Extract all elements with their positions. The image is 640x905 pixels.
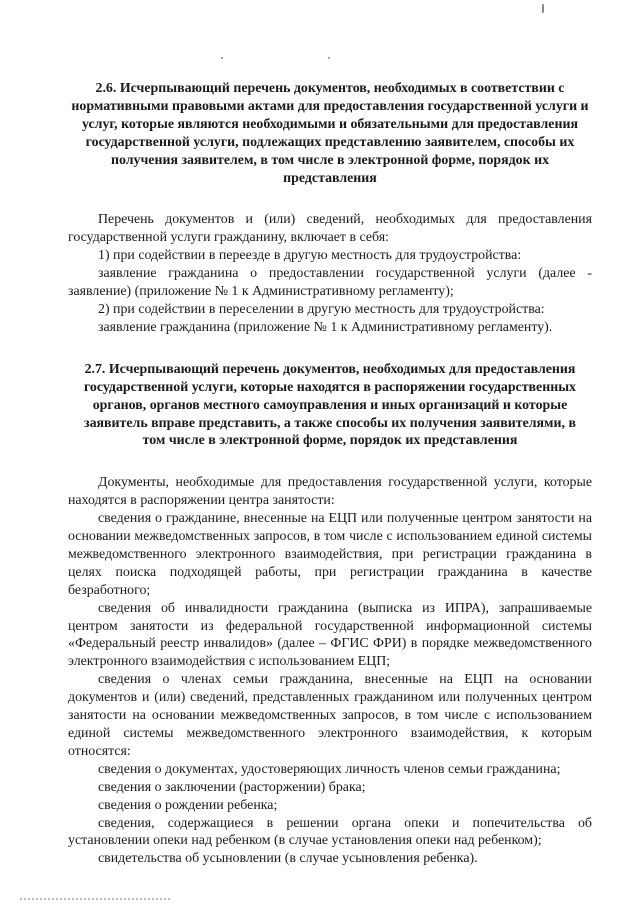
section-2-6-intro: Перечень документов и (или) сведений, необходимых для предоставления государственной услуги гражданину, включает в себя:: [68, 212, 592, 246]
section-2-7-paragraph-8: свидетельства об усыновлении (в случае усыновления ребенка).: [98, 851, 478, 867]
section-2-6-item-2-doc: заявление гражданина (приложение № 1 к Административному регламенту).: [98, 319, 553, 335]
scan-speck: [221, 57, 223, 59]
section-2-7-paragraph-5: сведения о заключении (расторжении) брака;: [98, 779, 366, 795]
section-2-6-item-1: 1) при содействии в переезде в другую местность для трудоустройства:: [98, 248, 522, 264]
section-2-7-paragraph-7: сведения, содержащиеся в решении органа опеки и попечительства об установлении опеки над ребенком (в случае установления опеки над ребенком);: [68, 815, 592, 849]
scan-speck: [542, 4, 544, 13]
section-2-7-paragraph-2: сведения об инвалидности гражданина (выписка из ИПРА), запрашиваемые центром занятости из федеральной государственной информационной системы «Федеральный реестр инвалидов» (далее – ФГИС ФРИ) в порядке межведомственного электронного взаимодействия с использованием ЕЦП;: [68, 600, 592, 670]
section-2-7-intro: Документы, необходимые для предоставления государственной услуги, которые находятся в распоряжении центра занятости:: [68, 475, 592, 509]
scan-speck: [328, 57, 330, 59]
section-2-7-paragraph-1: сведения о гражданине, внесенные на ЕЦП или полученные центром занятости на основании межведомственных запросов, в том числе с использованием единой системы межведомственного электронного взаимодействия, при регистрации гражданина в целях поиска подходящей работы, при регистрации гражданина в качестве безработного;: [68, 511, 592, 598]
section-2-7-paragraph-4: сведения о документах, удостоверяющих личность членов семьи гражданина;: [98, 761, 561, 777]
section-2-6-item-2: 2) при содействии в переселении в другую местность для трудоустройства:: [98, 301, 545, 317]
document-page: [68, 80, 592, 868]
section-2-7-paragraph-6: сведения о рождении ребенка;: [98, 797, 278, 813]
section-2-6-heading: 2.6. Исчерпывающий перечень документов, необходимых в соответствии с нормативными правовыми актами для предоставления государственной услуги и услуг, которые являются необходимыми и обязательными для предоставления государственной услуги, подлежащих представлению заявителем, способы их получения заявителем, в том числе в электронной форме, порядок их представления: [71, 81, 589, 186]
section-2-7-heading: 2.7. Исчерпывающий перечень документов, необходимых для предоставления государственной услуги, которые находятся в распоряжении государственных органов, органов местного самоуправления и иных организаций и которые заявитель вправе представить, а также способы их получения заявителями, в том числе в электронной форме, порядок их представления: [83, 361, 577, 449]
section-2-7-paragraph-3: сведения о членах семьи гражданина, внесенные на ЕЦП на основании документов и (или) сведений, представленных гражданином или полученных центром занятости на основании межведомственных запросов, в том числе с использованием единой системы межведомственного электронного взаимодействия, к которым относятся:: [68, 672, 592, 759]
scan-footer-artifact: [20, 898, 170, 903]
section-2-6-item-1-doc: заявление гражданина о предоставлении государственной услуги (далее - заявление) (приложение № 1 к Административному регламенту);: [68, 266, 592, 300]
